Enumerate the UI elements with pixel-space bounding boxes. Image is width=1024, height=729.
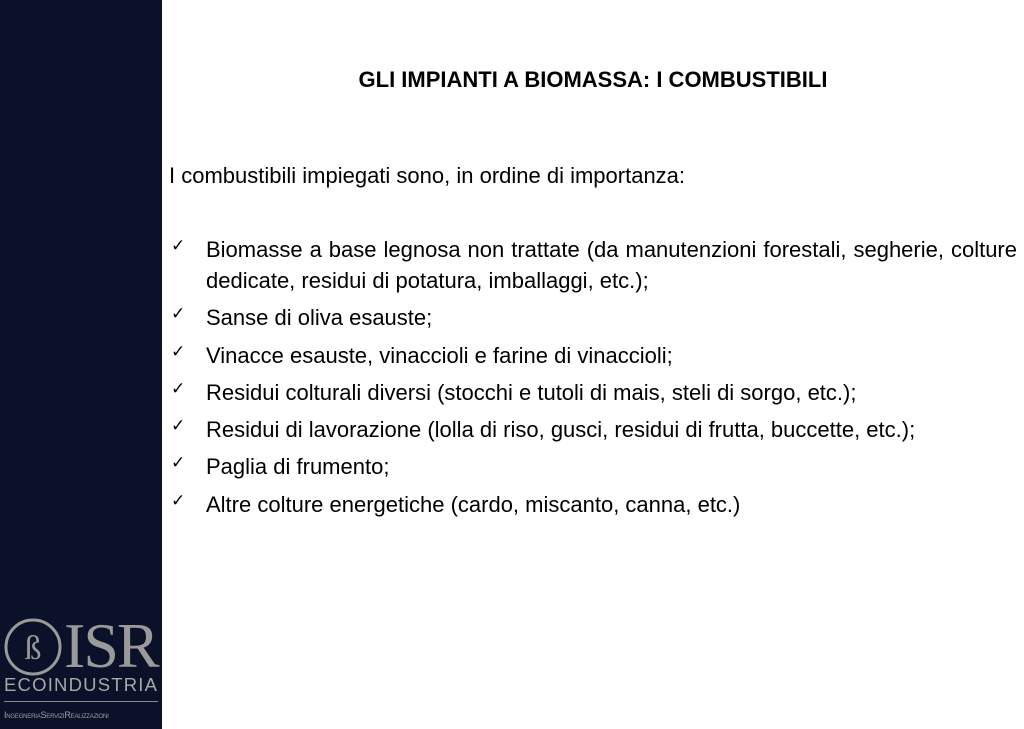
list-item-text: Paglia di frumento; [206, 454, 390, 480]
list-item [169, 302, 1017, 333]
list-item-text: Sanse di oliva esauste; [206, 305, 433, 331]
checkmark-icon: ✓ [171, 304, 186, 325]
checkmark-icon: ✓ [171, 341, 186, 362]
list-item-text: Altre colture energetiche (cardo, miscanto, canna, etc.) [206, 491, 741, 517]
svg-text:ß: ß [24, 630, 42, 667]
list-item-text: Biomasse a base legnosa non trattate (da manutenzioni forestali, segherie, colture dedicate, residui di potatura, imballaggi, etc.); [206, 237, 1017, 293]
intro-text: I combustibili impiegati sono, in ordine di importanza: [169, 163, 686, 188]
list-item [169, 340, 1017, 371]
list-item-text: Vinacce esauste, vinaccioli e farine di vinaccioli; [206, 342, 673, 368]
fuel-list [169, 234, 1017, 526]
list-item [169, 489, 1017, 520]
slide-title: GLI IMPIANTI A BIOMASSA: I COMBUSTIBILI [358, 67, 828, 92]
list-item [169, 234, 1017, 296]
checkmark-icon: ✓ [171, 490, 186, 511]
logo-emblem-icon [3, 617, 63, 677]
checkmark-icon: ✓ [171, 453, 186, 474]
logo-brand-text: ISR [64, 610, 158, 681]
logo-subtitle-text: ECOINDUSTRIA [4, 674, 159, 695]
list-item [169, 377, 1017, 408]
company-logo [0, 612, 162, 729]
list-item [169, 414, 1017, 445]
list-item [169, 451, 1017, 482]
logo-tagline-text: IngegneriaServiziRealizzazioni [4, 710, 109, 720]
checkmark-icon: ✓ [171, 416, 186, 437]
list-item-text: Residui colturali diversi (stocchi e tutoli di mais, steli di sorgo, etc.); [206, 379, 857, 405]
list-item-text: Residui di lavorazione (lolla di riso, gusci, residui di frutta, buccette, etc.); [206, 417, 916, 443]
sidebar-panel [0, 0, 162, 729]
checkmark-icon: ✓ [171, 236, 186, 256]
logo-divider [4, 701, 158, 702]
checkmark-icon: ✓ [171, 378, 186, 399]
